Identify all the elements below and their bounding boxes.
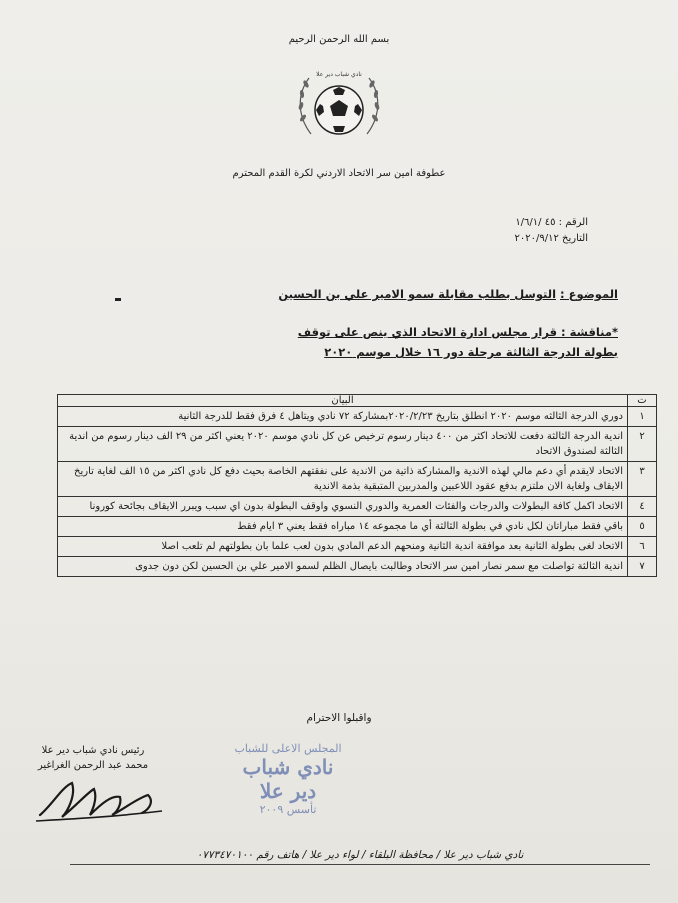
row-text: باقي فقط مباراتان لكل نادي في بطولة الثالثة أي ما مجموعه ١٤ مباراه فقط يعني ٣ ايام فقط [58, 517, 628, 537]
logo-text: نادي شباب دير علا [316, 71, 362, 78]
row-text: الاتحاد لايقدم أي دعم مالي لهذه الاندية والمشاركة ذاتية من الاندية على نفقتهم الخاصة بحيث دفع كل نادي اكثر من ١٥ الف لغاية تاريخ الايقاف ولغاية الان ملتزم بدفع عقود اللاعبين والمدربين المتبقية بذمة الاندية [58, 462, 628, 497]
row-number: ٣ [628, 462, 657, 497]
table-row [58, 462, 657, 497]
discussion-line-1: *مناقشة : قرار مجلس ادارة الاتحاد الذي ينص على توقف [297, 325, 618, 339]
column-header-statement: البيان [58, 395, 628, 407]
row-text: الاتحاد اكمل كافة البطولات والدرجات والفئات العمرية والدوري النسوي واوقف البطولة بدون اي سبب ويبرر الايقاف بجائحة كورونا [58, 497, 628, 517]
subject-label: الموضوع : [560, 287, 618, 301]
signer-name: محمد عبد الرحمن الغراغير [37, 760, 149, 771]
stamp-line-3: تأسس ٢٠٠٩ [259, 803, 317, 816]
row-text: اندية الدرجة الثالثة دفعت للاتحاد اكثر من ٤٠٠ دينار رسوم ترخيص عن كل نادي موسم ٢٠٢٠ يعني اكثر من ٢٩ الف دينار رسوم من اندية الثالثة لصندوق الاتحاد [58, 427, 628, 462]
row-text: اندية الثالثة تواصلت مع سمر نصار امين سر الاتحاد وطالبت بايصال الظلم لسمو الامير علي بن الحسين لكن دون جدوى [58, 557, 628, 577]
table-row [58, 427, 657, 462]
club-stamp [228, 742, 348, 816]
row-text: الاتحاد لغى بطولة الثانية بعد موافقة اندية الثانية ومنحهم الدعم المادي بدون لعب علما بان بطولتهم لم تلعب اصلا [58, 537, 628, 557]
row-number: ٦ [628, 537, 657, 557]
club-logo [289, 54, 389, 154]
table-row [58, 537, 657, 557]
table-header-row [58, 395, 657, 407]
row-number: ٧ [628, 557, 657, 577]
basmala: بسم الله الرحمن الرحيم [288, 34, 390, 45]
statement-table [57, 394, 657, 577]
dot-mark [115, 298, 121, 301]
signer-title: رئيس نادي شباب دير علا [41, 745, 145, 756]
table-row [58, 517, 657, 537]
stamp-line-2: نادي شباب دير علا [242, 755, 334, 803]
subject-line [118, 287, 618, 301]
recipient-line: عطوفة امين سر الاتحاد الاردني لكرة القدم المحترم [232, 168, 446, 179]
column-header-number: ت [628, 395, 657, 407]
row-number: ١ [628, 407, 657, 427]
reference-number: الرقم : ٤٥ /١/٦/١ [515, 217, 588, 228]
footer-contact: نادي شباب دير علا / محافظة البلقاء / لواء دير علا / هاتف رقم ٠٧٧٣٤٧٠١٠٠ [70, 849, 650, 865]
reference-date: التاريخ ٢٠٢٠/٩/١٢ [514, 233, 588, 244]
subject-text: التوسل بطلب مقابلة سمو الامير علي بن الحسين [278, 287, 557, 301]
closing-line: واقبلوا الاحترام [306, 712, 372, 724]
stamp-line-1: المجلس الاعلى للشباب [234, 742, 342, 755]
discussion-line-2: بطولة الدرجة الثالثة مرحلة دور ١٦ خلال موسم ٢٠٢٠ [324, 345, 618, 359]
row-number: ٢ [628, 427, 657, 462]
signer-block [8, 743, 178, 773]
reference-block [328, 215, 588, 247]
discussion-block [98, 322, 618, 362]
row-text: دوري الدرجة الثالثه موسم ٢٠٢٠ انطلق بتاريخ ٢٠٢٠/٢/٢٣بمشاركة ٧٢ نادي ويتاهل ٤ فرق فقط للدرجة الثانية [58, 407, 628, 427]
handwritten-signature [32, 775, 172, 825]
row-number: ٥ [628, 517, 657, 537]
table-row [58, 497, 657, 517]
table-row [58, 557, 657, 577]
row-number: ٤ [628, 497, 657, 517]
table-row [58, 407, 657, 427]
